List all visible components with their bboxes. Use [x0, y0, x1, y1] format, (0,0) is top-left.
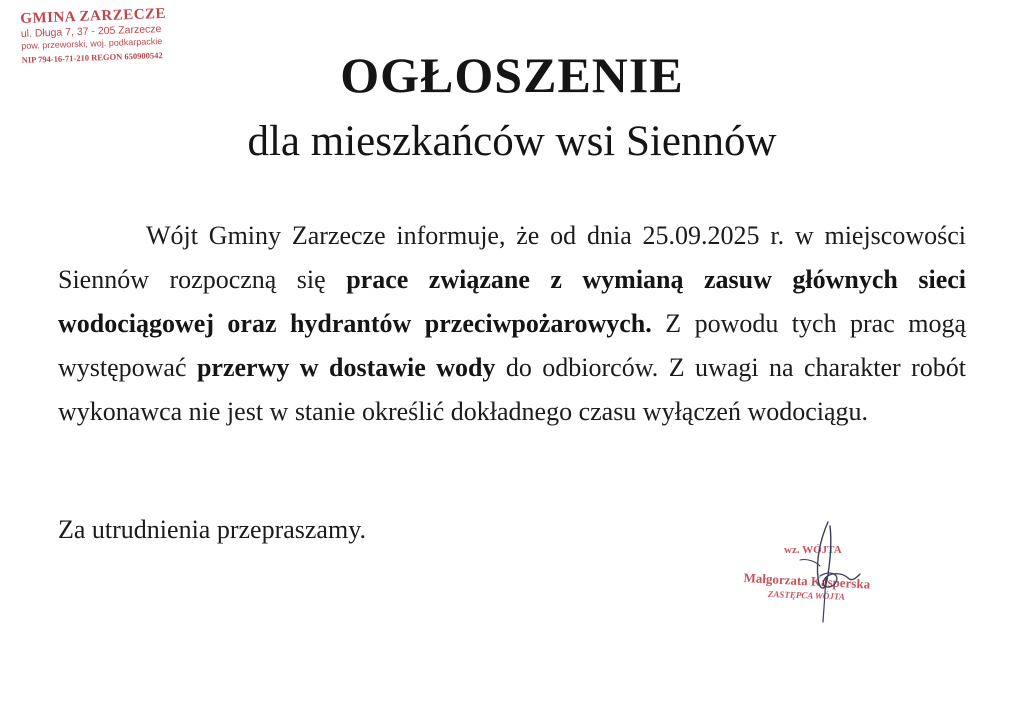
body-bold-interruptions: przerwy w dostawie wody	[196, 353, 496, 382]
signature-stamp-role: wz. WÓJTA	[784, 544, 842, 556]
signature-stamp-person: Małgorzata Kasperska	[743, 570, 871, 592]
body-bold-works: prace związane z wymianą zasuw głównych sieci wodociągowej oraz hydrantów przeciwpożarowych.	[58, 265, 967, 338]
apology-line: Za utrudnienia przepraszamy.	[58, 515, 367, 544]
body-text-1: Wójt Gminy Zarzecze informuje, że od dnia 25.09.2025 r. w miejscowości Siennów rozpoczną się	[58, 221, 966, 294]
stamp-office-name: GMINA ZARZECZE	[20, 5, 167, 27]
body-text-2: Z powodu tych prac mogą występować	[58, 309, 966, 382]
stamp-address: ul. Długa 7, 37 - 205 Zarzecze	[20, 23, 162, 40]
body-text-3: do odbiorców. Z uwagi na charakter robót wykonawca nie jest w stanie określić dokładnego czasu wyłączeń wodociągu.	[58, 353, 967, 426]
announcement-body	[58, 214, 966, 434]
signature-stamp-title: ZASTĘPCA WÓJTA	[767, 589, 846, 602]
handwritten-signature	[790, 520, 870, 625]
stamp-region: pow. przeworski, woj. podkarpackie	[21, 36, 163, 51]
stamp-tax-ids: NIP 794-16-71-210 REGON 650900542	[21, 50, 163, 65]
announcement-subtitle: dla mieszkańców wsi Siennów	[247, 118, 777, 165]
announcement-title: OGŁOSZENIE	[340, 47, 684, 103]
